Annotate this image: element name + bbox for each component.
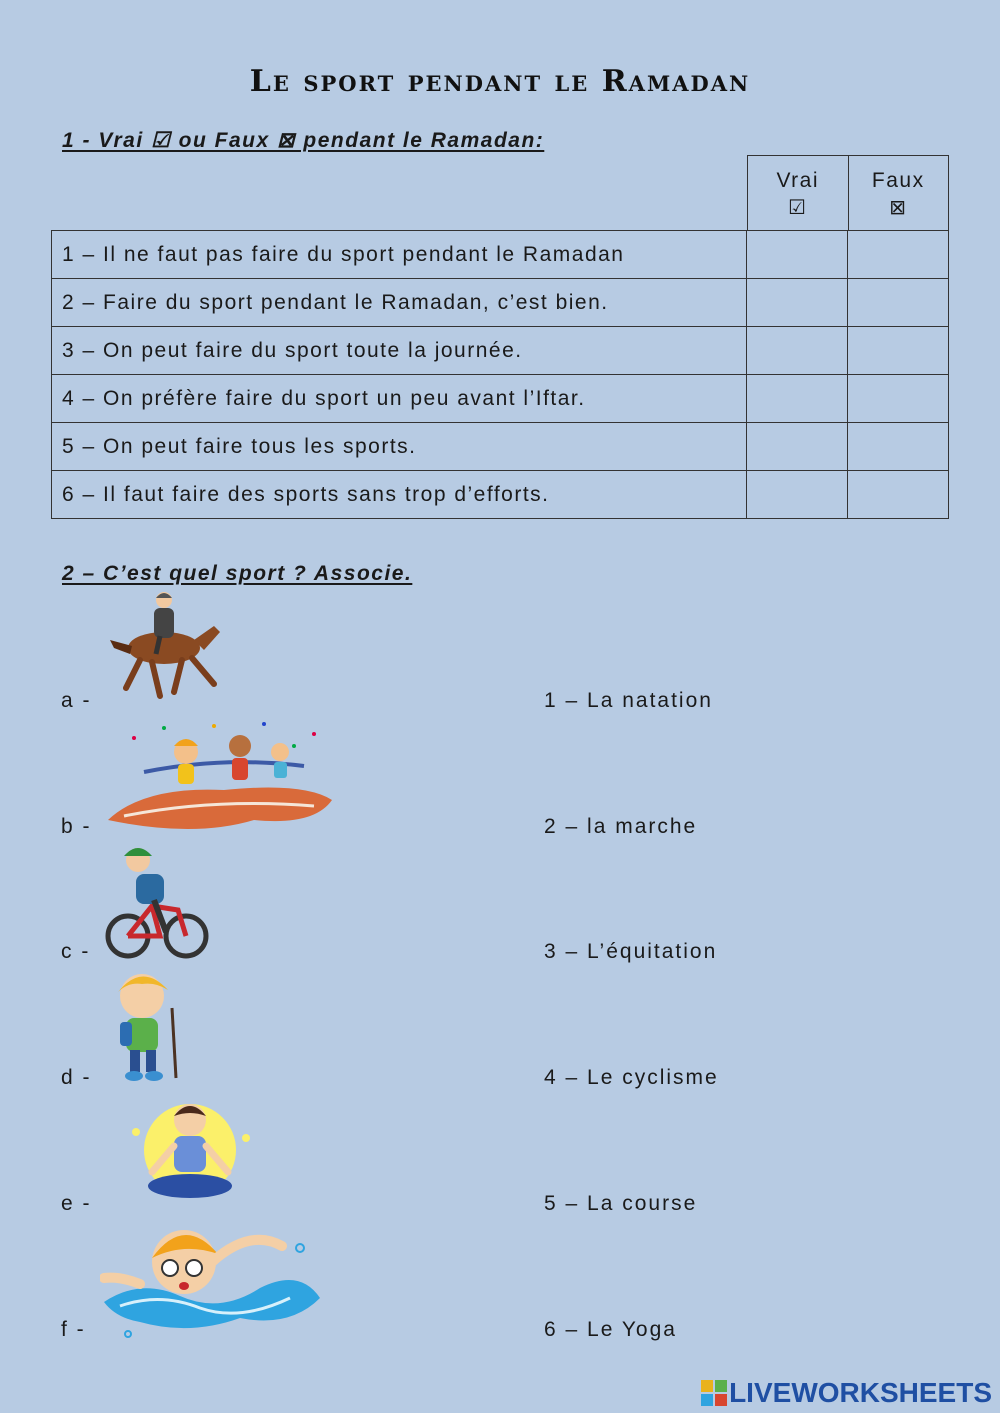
true-answer-cell[interactable] xyxy=(747,279,847,326)
false-answer-cell[interactable] xyxy=(847,231,948,278)
brand-name: LIVEWORKSHEETS xyxy=(729,1377,992,1408)
table-row xyxy=(52,326,948,374)
true-answer-cell[interactable] xyxy=(747,327,847,374)
true-answer-cell[interactable] xyxy=(747,375,847,422)
statement: 2 – Faire du sport pendant le Ramadan, c’est bien. xyxy=(52,279,747,326)
match-answer[interactable]: 3 – L’équitation xyxy=(544,940,718,963)
yoga-icon xyxy=(128,1092,254,1214)
item-letter: e - xyxy=(61,1192,92,1215)
false-answer-cell[interactable] xyxy=(847,327,948,374)
table-row xyxy=(52,374,948,422)
statement: 3 – On peut faire du sport toute la journée. xyxy=(52,327,747,374)
false-answer-cell[interactable] xyxy=(847,423,948,470)
true-false-table-header xyxy=(747,155,949,231)
item-letter: d - xyxy=(61,1066,92,1089)
table-row xyxy=(52,278,948,326)
column-false xyxy=(848,156,949,231)
statement: 4 – On préfère faire du sport un peu avant l’Iftar. xyxy=(52,375,747,422)
horse-rider-icon xyxy=(104,588,228,710)
match-answer[interactable]: 2 – la marche xyxy=(544,815,698,838)
statement: 5 – On peut faire tous les sports. xyxy=(52,423,747,470)
checked-box-icon: ☑ xyxy=(788,195,808,219)
true-answer-cell[interactable] xyxy=(747,423,847,470)
match-answer[interactable]: 6 – Le Yoga xyxy=(544,1318,677,1341)
table-row xyxy=(52,231,948,278)
item-letter: c - xyxy=(61,940,91,963)
table-row xyxy=(52,470,948,518)
statement: 1 – Il ne faut pas faire du sport pendant le Ramadan xyxy=(52,231,747,278)
false-answer-cell[interactable] xyxy=(847,375,948,422)
column-false-label: Faux xyxy=(871,169,925,192)
item-letter: f - xyxy=(61,1318,86,1341)
false-answer-cell[interactable] xyxy=(847,279,948,326)
cyclist-icon xyxy=(104,844,210,962)
liveworksheets-logo-icon xyxy=(701,1380,727,1406)
true-answer-cell[interactable] xyxy=(747,471,847,518)
statement: 6 – Il faut faire des sports sans trop d’efforts. xyxy=(52,471,747,518)
page-title: Le sport pendant le Ramadan xyxy=(249,64,751,99)
item-letter: b - xyxy=(61,815,92,838)
section-2-heading: 2 – C’est quel sport ? Associe. xyxy=(62,562,413,585)
item-letter: a - xyxy=(61,689,92,712)
match-answer[interactable]: 1 – La natation xyxy=(544,689,713,712)
swimmer-icon xyxy=(100,1218,326,1342)
brand-logo xyxy=(701,1377,992,1409)
true-answer-cell[interactable] xyxy=(747,231,847,278)
false-answer-cell[interactable] xyxy=(847,471,948,518)
race-finish-icon xyxy=(104,716,336,836)
table-row xyxy=(52,422,948,470)
column-true xyxy=(748,156,848,231)
match-answer[interactable]: 5 – La course xyxy=(544,1192,698,1215)
true-false-table xyxy=(51,230,949,519)
match-answer[interactable]: 4 – Le cyclisme xyxy=(544,1066,719,1089)
crossed-box-icon: ⊠ xyxy=(889,195,908,219)
column-true-label: Vrai xyxy=(776,169,820,192)
section-1-heading: 1 - Vrai ☑ ou Faux ⊠ pendant le Ramadan: xyxy=(62,129,545,152)
hiker-icon xyxy=(106,968,186,1086)
